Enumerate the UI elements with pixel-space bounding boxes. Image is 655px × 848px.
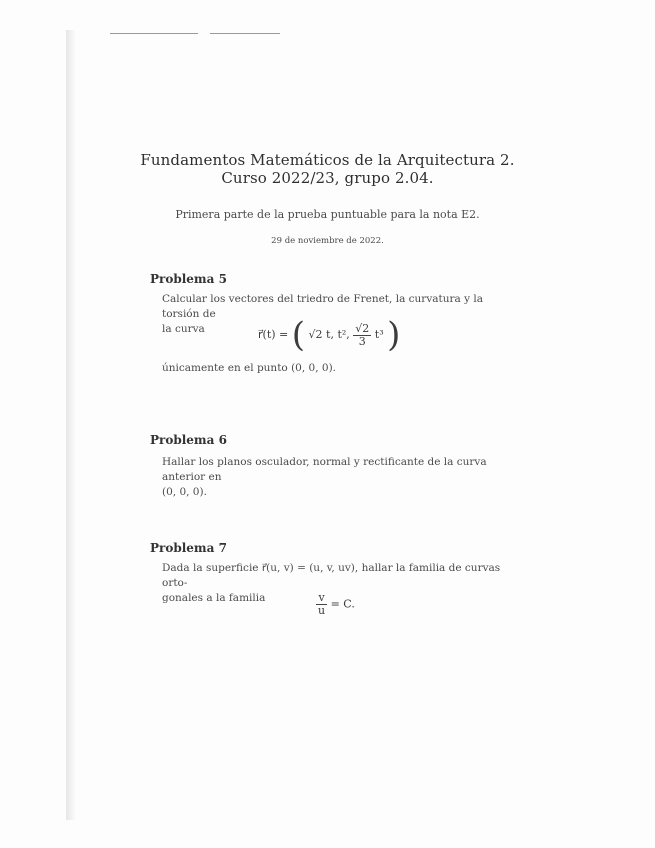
problem-6-line1: Hallar los planos osculador, normal y rectificante de la curva anterior en <box>162 456 487 483</box>
formula-fraction <box>316 592 327 617</box>
scan-top-mark <box>210 33 280 34</box>
problem-5-line2: la curva <box>162 323 205 335</box>
problem-7-heading: Problema 7 <box>150 541 227 555</box>
formula-lhs: r⃗(t) = <box>258 328 289 341</box>
formula-t2: t², <box>337 328 350 341</box>
fraction-numerator: √2 <box>355 321 370 335</box>
problem-7-line2: gonales a la familia <box>162 592 266 604</box>
formula-t: t, <box>326 328 334 341</box>
scan-top-mark <box>110 33 198 34</box>
problem-5-heading: Problema 5 <box>150 272 227 286</box>
fraction-numerator: v <box>316 592 327 605</box>
problem-7-formula <box>316 592 355 617</box>
document-title-line1: Fundamentos Matemáticos de la Arquitectura 2. <box>140 151 515 169</box>
problem-6-line2: (0, 0, 0). <box>162 486 207 498</box>
problem-6-text <box>162 455 522 500</box>
problem-6-heading: Problema 6 <box>150 433 227 447</box>
fraction-denominator: u <box>318 604 326 617</box>
problem-5-line1: Calcular los vectores del triedro de Frenet, la curvatura y la torsión de <box>162 293 484 320</box>
fraction-denominator: 3 <box>358 334 366 348</box>
document-date: 29 de noviembre de 2022. <box>271 236 384 246</box>
document-subtitle: Primera parte de la prueba puntuable para la nota E2. <box>175 208 480 221</box>
right-paren: ) <box>387 315 401 355</box>
document-title-line2: Curso 2022/23, grupo 2.04. <box>221 169 434 187</box>
problem-7-line1: Dada la superficie r⃗(u, v) = (u, v, uv), hallar la familia de curvas orto- <box>162 562 501 589</box>
scan-edge-shadow <box>66 30 76 820</box>
formula-rhs: = C. <box>330 597 355 611</box>
formula-t3: t³ <box>374 328 384 341</box>
problem-5-formula <box>258 315 401 355</box>
left-paren: ( <box>291 315 306 355</box>
problem-5-after: únicamente en el punto (0, 0, 0). <box>162 362 336 374</box>
formula-sqrt2: √2 <box>308 328 323 341</box>
formula-fraction <box>353 323 371 348</box>
